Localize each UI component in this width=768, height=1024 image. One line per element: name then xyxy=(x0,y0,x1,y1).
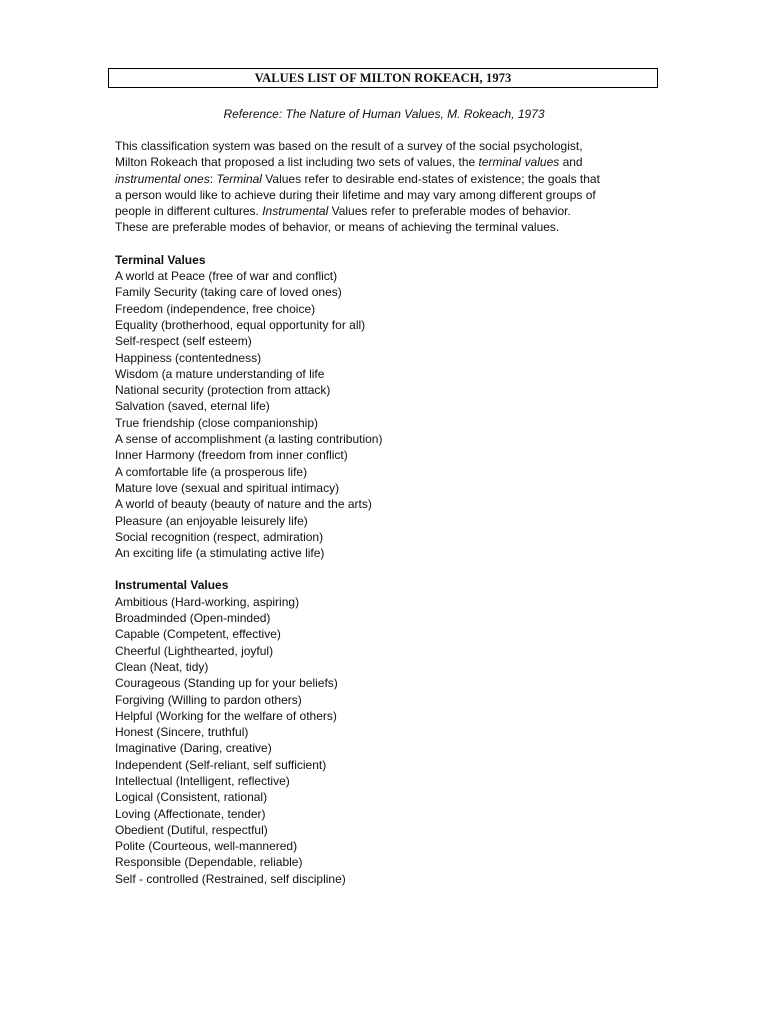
list-item: Intellectual (Intelligent, reflective) xyxy=(115,773,290,788)
list-item: Honest (Sincere, truthful) xyxy=(115,725,249,740)
document-title: VALUES LIST OF MILTON ROKEACH, 1973 xyxy=(254,70,512,85)
list-item: Polite (Courteous, well-mannered) xyxy=(115,839,298,854)
list-item: A world at Peace (free of war and conflict) xyxy=(115,269,338,284)
instrumental-values-heading: Instrumental Values xyxy=(115,578,229,593)
list-item: Capable (Competent, effective) xyxy=(115,627,281,642)
intro-line xyxy=(115,219,655,235)
list-item: An exciting life (a stimulating active life) xyxy=(115,546,325,561)
list-item: Courageous (Standing up for your beliefs) xyxy=(115,676,338,691)
list-item: Self-respect (self esteem) xyxy=(115,334,252,349)
list-item: Broadminded (Open-minded) xyxy=(115,611,271,626)
list-item: Ambitious (Hard-working, aspiring) xyxy=(115,594,300,609)
list-item: Freedom (independence, free choice) xyxy=(115,301,316,316)
intro-text: : xyxy=(209,171,217,186)
list-item: Responsible (Dependable, reliable) xyxy=(115,855,303,870)
list-item: A world of beauty (beauty of nature and the arts) xyxy=(115,497,372,512)
reference-line: Reference: The Nature of Human Values, M. Rokeach, 1973 xyxy=(223,107,545,121)
intro-italic-text: Instrumental xyxy=(262,204,329,219)
intro-line xyxy=(115,138,655,154)
list-item: Equality (brotherhood, equal opportunity for all) xyxy=(115,317,366,332)
list-item: Inner Harmony (freedom from inner conflict) xyxy=(115,448,348,463)
intro-text: Values refer to desirable end-states of existence; the goals that xyxy=(261,171,600,186)
list-item: Independent (Self-reliant, self sufficient) xyxy=(115,757,327,772)
list-item: National security (protection from attack) xyxy=(115,383,331,398)
intro-text: people in different cultures. xyxy=(115,204,263,219)
list-item: Logical (Consistent, rational) xyxy=(115,790,268,805)
intro-italic-text: Terminal xyxy=(216,171,262,186)
instrumental-values-section xyxy=(115,577,655,887)
intro-italic-text: terminal values xyxy=(478,155,560,170)
intro-text: and xyxy=(559,155,583,170)
title-box xyxy=(108,68,658,88)
intro-text: Milton Rokeach that proposed a list including two sets of values, the xyxy=(115,155,479,170)
list-item: Clean (Neat, tidy) xyxy=(115,659,209,674)
intro-text: These are preferable modes of behavior, or means of achieving the terminal values. xyxy=(115,220,560,235)
list-item: Obedient (Dutiful, respectful) xyxy=(115,822,268,837)
list-item: True friendship (close companionship) xyxy=(115,415,318,430)
list-item: Salvation (saved, eternal life) xyxy=(115,399,270,414)
terminal-values-list xyxy=(115,268,655,561)
intro-italic-text: instrumental ones xyxy=(115,171,210,186)
list-item: Happiness (contentedness) xyxy=(115,350,262,365)
intro-text: Values refer to preferable modes of behavior. xyxy=(328,204,571,219)
list-item: Social recognition (respect, admiration) xyxy=(115,529,324,544)
list-item: Loving (Affectionate, tender) xyxy=(115,806,266,821)
intro-line xyxy=(115,154,655,170)
list-item: Family Security (taking care of loved ones) xyxy=(115,285,342,300)
document-body xyxy=(115,138,655,887)
list-item: Cheerful (Lighthearted, joyful) xyxy=(115,643,274,658)
intro-line xyxy=(115,171,655,187)
list-item: Wisdom (a mature understanding of life xyxy=(115,366,325,381)
intro-text: This classification system was based on the result of a survey of the social psychologist, xyxy=(115,139,583,153)
list-item: Forgiving (Willing to pardon others) xyxy=(115,692,302,707)
intro-line xyxy=(115,203,655,219)
terminal-values-heading: Terminal Values xyxy=(115,252,206,267)
list-item: Helpful (Working for the welfare of others) xyxy=(115,708,337,723)
intro-line xyxy=(115,187,655,203)
list-item: A comfortable life (a prosperous life) xyxy=(115,464,308,479)
intro-text: a person would like to achieve during their lifetime and may vary among different groups of xyxy=(115,187,596,202)
instrumental-values-list xyxy=(115,594,655,887)
list-item: A sense of accomplishment (a lasting contribution) xyxy=(115,432,383,447)
list-item: Self - controlled (Restrained, self discipline) xyxy=(115,871,346,886)
intro-paragraph xyxy=(115,138,655,236)
list-item: Mature love (sexual and spiritual intimacy) xyxy=(115,480,340,495)
terminal-values-section xyxy=(115,252,655,562)
list-item: Imaginative (Daring, creative) xyxy=(115,741,272,756)
list-item: Pleasure (an enjoyable leisurely life) xyxy=(115,513,308,528)
